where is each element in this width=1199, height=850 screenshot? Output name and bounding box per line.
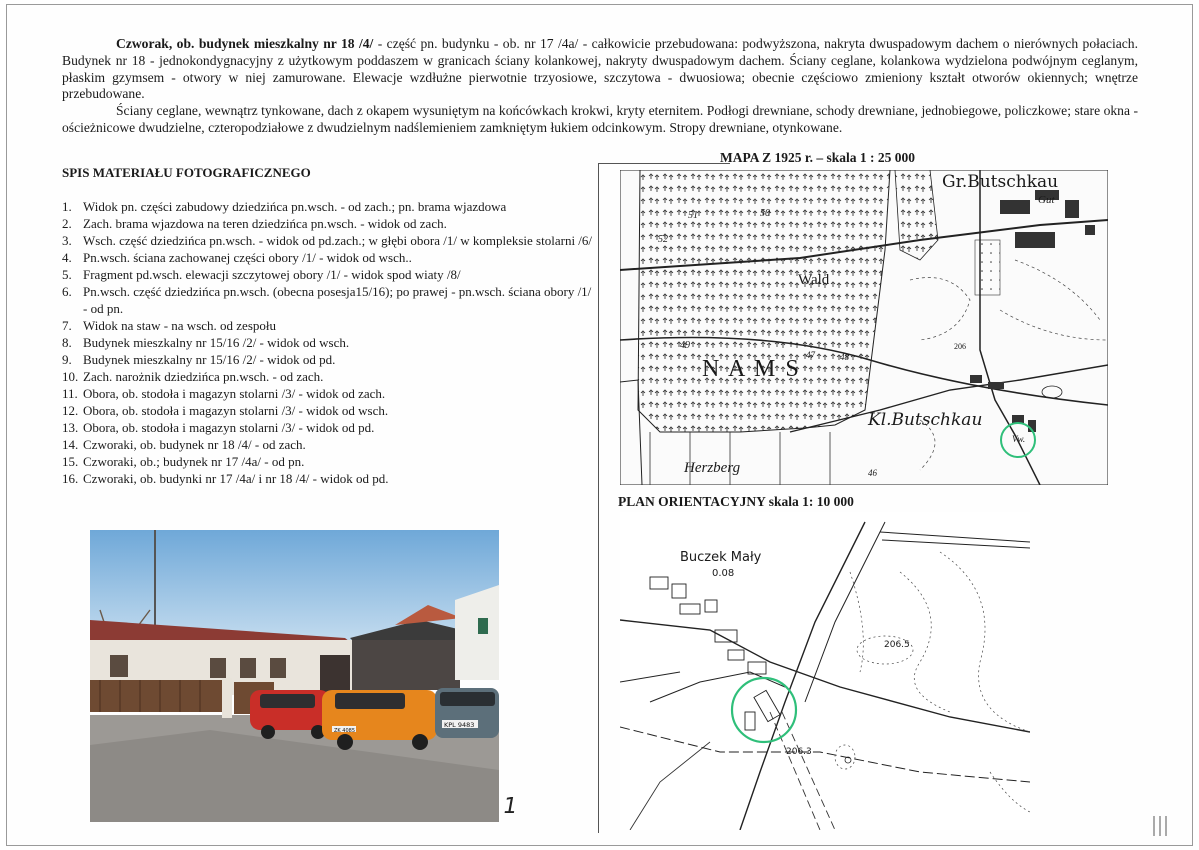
photo-list-item-text: Budynek mieszkalny nr 15/16 /2/ - widok od pd. [83, 352, 336, 367]
label-52: 52 [658, 234, 668, 245]
photo-list-item-text: Czworaki, ob. budynki nr 17 /4a/ i nr 18 /4/ - widok od pd. [83, 471, 389, 486]
photo-list-item [62, 232, 594, 249]
photo-list-item-number: 5. [62, 267, 72, 282]
photo-list-item-text: Budynek mieszkalny nr 15/16 /2/ - widok od wsch. [83, 335, 350, 350]
description-text-1: - część pn. budynku - ob. nr 17 /4a/ - całkowicie przebudowana: podwyższona, nakryta dwuspadowym dachem o nierównych połaciach. Budynek nr 18 - jednokondygnacyjny z użytkowym poddaszem w granicach ściany kolankowej, nakryty dwuspadowym dachem. Ściany ceglane, kolankowa wydzielona podwójnym ceglanym, płaskim gzymsem - otwory w niej zamurowane. Elewacje wzdłużne pierwotnie trzyosiowe, szczytowa - dwuosiowa; obecnie częściowo zmieniony kształt otworów okiennych; wnętrze przebudowane. [62, 36, 1138, 102]
label-206: 206 [954, 342, 966, 351]
photo-list-title: SPIS MATERIAŁU FOTOGRAFICZNEGO [62, 165, 311, 180]
orientation-plan-map [620, 512, 1030, 830]
photo-list-item [62, 266, 594, 283]
label-gut: Gut [1038, 194, 1055, 206]
photo-list-item-number: 14. [62, 437, 79, 452]
photo-list-item [62, 419, 594, 436]
building-description [62, 36, 1138, 137]
photo-list-item-text: Zach. brama wjazdowa na teren dziedzińca pn.wsch. - widok od zach. [83, 216, 447, 231]
photo-list-item-number: 2. [62, 216, 72, 231]
label-51: 51 [688, 210, 698, 221]
label-nams: N A M S [702, 356, 801, 382]
photo-list-item [62, 317, 594, 334]
photo-list-item-text: Obora, ob. stodoła i magazyn stolarni /3/ - widok od pd. [83, 420, 375, 435]
photo-list-item-text: Widok pn. części zabudowy dziedzińca pn.wsch. - od zach.; pn. brama wjazdowa [83, 199, 507, 214]
photo-list-item [62, 249, 594, 266]
photo-list-item [62, 283, 594, 317]
label-kl-butschkau: Kl.Butschkau [868, 410, 983, 430]
photo-list-item-text: Obora, ob. stodoła i magazyn stolarni /3/ - widok od zach. [83, 386, 386, 401]
page-number: 1 [500, 794, 520, 819]
map-1925-title: MAPA Z 1925 r. – skala 1 : 25 000 [720, 150, 916, 165]
column-divider [598, 163, 599, 833]
photo-list-item [62, 198, 594, 215]
photo-list-item-number: 4. [62, 250, 72, 265]
photo-list-item-text: Czworaki, ob.; budynek nr 17 /4a/ - od pn. [83, 454, 305, 469]
photo-list-item-text: Wsch. część dziedzińca pn.wsch. - widok od pd.zach.; w głębi obora /1/ w kompleksie stolarni /6/ [83, 233, 593, 248]
photo-list-item [62, 453, 594, 470]
corner-ticks [1150, 812, 1186, 840]
orientation-plan-title: PLAN ORIENTACYJNY skala 1: 10 000 [618, 494, 854, 509]
photo-list-item [62, 385, 594, 402]
photo-list-item-number: 6. [62, 284, 72, 299]
photo-list-item-number: 1. [62, 199, 72, 214]
label-48: 48 [840, 352, 849, 362]
photo-list [62, 198, 594, 487]
photo-list-item [62, 334, 594, 351]
photo-list-item-number: 7. [62, 318, 72, 333]
photo-list-item-number: 8. [62, 335, 72, 350]
photo-list-item-number: 15. [62, 454, 79, 469]
photo-drawing [90, 530, 499, 822]
label-206-5: 206.5 [884, 640, 910, 650]
photo-list-item-number: 12. [62, 403, 79, 418]
map-1925 [620, 170, 1108, 485]
label-vw: Vw. [1012, 434, 1026, 444]
label-49: 49 [680, 340, 690, 351]
label-47: 47 [806, 350, 815, 360]
photo-list-item-number: 9. [62, 352, 72, 367]
label-buczek-maly: Buczek Mały [680, 550, 762, 565]
photo-list-item [62, 470, 594, 487]
label-46: 46 [868, 468, 877, 478]
label-50: 50 [760, 208, 770, 219]
photo-list-item-text: Czworaki, ob. budynek nr 18 /4/ - od zach. [83, 437, 306, 452]
building-photo [90, 530, 499, 822]
photo-list-item-number: 3. [62, 233, 72, 248]
photo-list-item [62, 402, 594, 419]
header-divider [598, 163, 730, 164]
label-herzberg: Herzberg [684, 460, 741, 476]
label-wald: Wald [798, 272, 830, 288]
photo-list-item [62, 436, 594, 453]
label-gr-butschkau: Gr.Butschkau [942, 172, 1059, 192]
label-0-08: 0.08 [712, 568, 735, 579]
building-name: Czworak, ob. budynek mieszkalny nr 18 /4/ [116, 36, 374, 51]
photo-list-item-text: Pn.wsch. ściana zachowanej części obory /1/ - widok od wsch.. [83, 250, 412, 265]
photo-list-item [62, 215, 594, 232]
photo-list-item-number: 11. [62, 386, 78, 401]
description-paragraph-2: Ściany ceglane, wewnątrz tynkowane, dach z okapem wysuniętym na końcówkach krokwi, kryty eternitem. Podłogi drewniane, schody drewniane, jednobiegowe, policzkowe; stare okna - ościeżnicowe dwudzielne, czteropodziałowe z dwudzielnym nadślemieniem zamkniętym łukiem odcinkowym. Stropy drewniane, otynkowane. [62, 103, 1138, 135]
photo-list-item-text: Zach. narożnik dziedzińca pn.wsch. - od zach. [83, 369, 324, 384]
label-206-3: 206.3 [786, 747, 812, 757]
photo-list-item-text: Fragment pd.wsch. elewacji szczytowej obory /1/ - widok spod wiaty /8/ [83, 267, 461, 282]
photo-list-item [62, 368, 594, 385]
orange-car-plate: ZK 4085 [334, 728, 356, 734]
photo-list-item-text: Obora, ob. stodoła i magazyn stolarni /3/ - widok od wsch. [83, 403, 389, 418]
photo-list-item-text: Pn.wsch. część dziedzińca pn.wsch. (obecna posesja15/16); po prawej - pn.wsch. ściana obory /1/ - od pn. [83, 284, 592, 316]
blue-car-plate: KPL 9483 [444, 721, 475, 729]
photo-list-item-number: 13. [62, 420, 79, 435]
photo-list-item-number: 10. [62, 369, 79, 384]
photo-list-item-number: 16. [62, 471, 79, 486]
photo-list-item-text: Widok na staw - na wsch. od zespołu [83, 318, 276, 333]
description-paragraph-1 [62, 36, 1138, 103]
photo-list-item [62, 351, 594, 368]
